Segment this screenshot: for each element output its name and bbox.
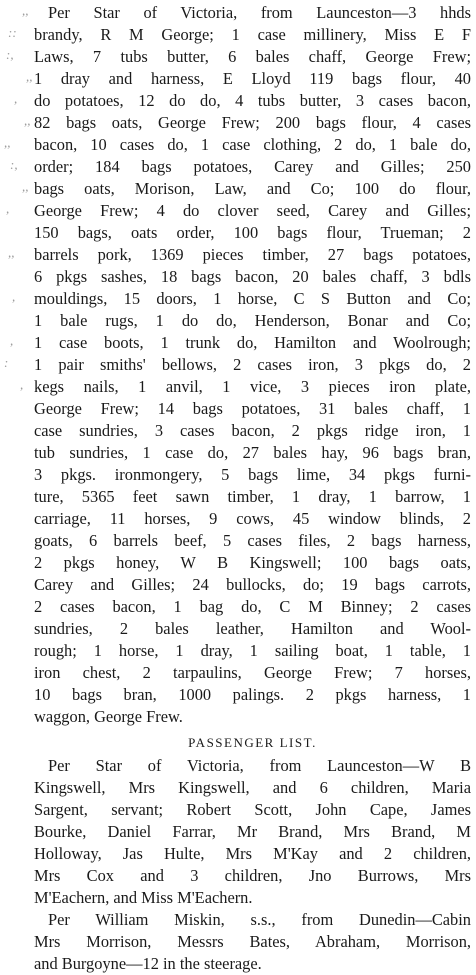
cargo-line: Carey and Gilles; 24 bullocks, do; 19 bags carrots, <box>34 575 471 594</box>
cargo-line: ture, 5365 feet sawn timber, 1 dray, 1 barrow, 1 <box>34 487 471 506</box>
cargo-line: George Frew; 4 do clover seed, Carey and Gilles; <box>34 201 471 220</box>
cargo-line: 2 cases bacon, 1 bag do, C M Binney; 2 cases <box>34 597 471 616</box>
passenger-list-heading: PASSENGER LIST. <box>188 735 317 750</box>
passenger-line: Per Star of Victoria, from Launceston—W B <box>48 756 471 775</box>
gutter-mark: ,, <box>24 113 31 128</box>
cargo-line: carriage, 11 horses, 9 cows, 45 window blinds, 2 <box>34 509 471 528</box>
cargo-line: kegs nails, 1 anvil, 1 vice, 3 pieces iron plate, <box>34 377 471 396</box>
gutter-mark: , <box>10 333 14 348</box>
cargo-line: mouldings, 15 doors, 1 horse, C S Button and Co; <box>34 289 471 308</box>
cargo-line: 1 pair smiths' bellows, 2 cases iron, 3 pkgs do, 2 <box>34 355 471 374</box>
cargo-line: do potatoes, 12 do do, 4 tubs butter, 3 cases bacon, <box>34 91 471 110</box>
gutter-mark: ,, <box>8 245 15 260</box>
passenger-line: Holloway, Jas Hulte, Mrs M'Kay and 2 children, <box>34 844 471 863</box>
cargo-line: goats, 6 barrels beef, 5 cases files, 2 bags harness, <box>34 531 471 550</box>
gutter-mark: , <box>14 91 18 106</box>
cargo-line: bags oats, Morison, Law, and Co; 100 do flour, <box>34 179 471 198</box>
gutter-mark: : <box>4 355 9 370</box>
cargo-list <box>34 2 471 728</box>
gutter-show-through <box>0 0 34 420</box>
gutter-mark: :: <box>8 25 17 40</box>
cargo-line: brandy, R M George; 1 case millinery, Miss E F <box>34 25 471 44</box>
cargo-line: sundries, 2 bales leather, Hamilton and Wool- <box>34 619 471 638</box>
passenger-line: Bourke, Daniel Farrar, Mr Brand, Mrs Brand, M <box>34 822 471 841</box>
cargo-line: 2 pkgs honey, W B Kingswell; 100 bags oats, <box>34 553 471 572</box>
gutter-mark: , <box>12 289 16 304</box>
passenger-line: M'Eachern, and Miss M'Eachern. <box>34 888 253 907</box>
cargo-line: tub sundries, 1 case do, 27 bales hay, 96 bags bran, <box>34 443 471 462</box>
cargo-line: Per Star of Victoria, from Launceston—3 hhds <box>48 3 471 22</box>
gutter-mark: :, <box>10 157 18 172</box>
cargo-line: waggon, George Frew. <box>34 707 183 726</box>
gutter-mark: ,, <box>26 69 33 84</box>
gutter-mark: :, <box>6 47 14 62</box>
cargo-line: 6 pkgs sashes, 18 bags bacon, 20 bales chaff, 3 bdls <box>34 267 471 286</box>
cargo-line: George Frew; 14 bags potatoes, 31 bales chaff, 1 <box>34 399 471 418</box>
cargo-line: 1 bale rugs, 1 do do, Henderson, Bonar and Co; <box>34 311 471 330</box>
cargo-line: rough; 1 horse, 1 dray, 1 sailing boat, 1 table, 1 <box>34 641 471 660</box>
cargo-line: 1 case boots, 1 trunk do, Hamilton and Woolrough; <box>34 333 471 352</box>
cargo-line: order; 184 bags potatoes, Carey and Gilles; 250 <box>34 157 471 176</box>
cargo-line: 1 dray and harness, E Lloyd 119 bags flour, 40 <box>34 69 471 88</box>
cargo-line: 3 pkgs. ironmongery, 5 bags lime, 34 pkgs furni- <box>34 465 471 484</box>
cargo-line: 150 bags, oats order, 100 bags flour, Trueman; 2 <box>34 223 471 242</box>
passenger-line: and Burgoyne—12 in the steerage. <box>34 954 262 973</box>
cargo-line: 82 bags oats, George Frew; 200 bags flour, 4 cases <box>34 113 471 132</box>
cargo-line: barrels pork, 1369 pieces timber, 27 bags potatoes, <box>34 245 471 264</box>
passenger-list <box>34 755 471 975</box>
cargo-line: 10 bags bran, 1000 palings. 2 pkgs harness, 1 <box>34 685 471 704</box>
gutter-mark: , <box>6 201 10 216</box>
gutter-mark: ,, <box>22 179 29 194</box>
passenger-line: Mrs Morrison, Messrs Bates, Abraham, Morrison, <box>34 932 471 951</box>
article-column <box>34 2 471 975</box>
gutter-mark: , <box>20 377 24 392</box>
gutter-mark: ,, <box>22 3 29 18</box>
passenger-line: Mrs Cox and 3 children, Jno Burrows, Mrs <box>34 866 471 885</box>
passenger-line: Sargent, servant; Robert Scott, John Cape, James <box>34 800 471 819</box>
cargo-line: bacon, 10 cases do, 1 case clothing, 2 do, 1 bale do, <box>34 135 471 154</box>
gutter-mark: ,, <box>4 135 11 150</box>
passenger-line: Kingswell, Mrs Kingswell, and 6 children, Maria <box>34 778 471 797</box>
cargo-line: case sundries, 3 cases bacon, 2 pkgs ridge iron, 1 <box>34 421 471 440</box>
cargo-line: iron chest, 2 tarpaulins, George Frew; 7 horses, <box>34 663 471 682</box>
passenger-line: Per William Miskin, s.s., from Dunedin—Cabin <box>48 910 471 929</box>
cargo-line: Laws, 7 tubs butter, 6 bales chaff, George Frew; <box>34 47 471 66</box>
